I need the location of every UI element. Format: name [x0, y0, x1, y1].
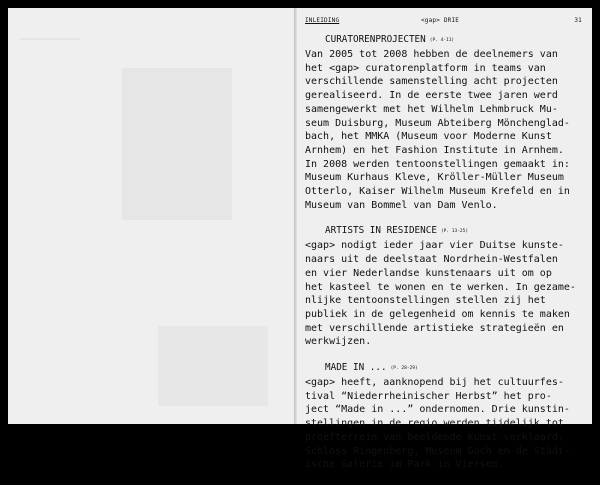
text-line: naars uit de deelstaat Nordrhein-Westfalen — [305, 254, 558, 266]
text-line: stellingen in de regio werden tijdelijk tot — [305, 418, 564, 430]
text-line: proefterrein van beeldende kunst verklaard: — [305, 431, 564, 443]
page-number: 31 — [574, 17, 582, 24]
section-body — [305, 376, 587, 472]
text-line: Museum van Bommel van Dam Venlo. — [305, 199, 498, 211]
page-reference: (P. 4-11) — [429, 38, 455, 43]
section-curatorenprojecten — [305, 34, 587, 212]
text-line: <gap> nodigt ieder jaar vier Duitse kunste- — [305, 240, 564, 252]
section-heading — [325, 225, 587, 238]
text-line: nlijke tentoonstellingen stellen zij het — [305, 295, 546, 307]
text-line: en vier Nederlandse kunstenaars uit om op — [305, 267, 552, 279]
text-line: Arnhem) en het Fashion Institute in Arnhem. — [305, 144, 564, 156]
section-artists-in-residence — [305, 225, 587, 349]
text-line: verschillende samenstelling acht projecten — [305, 76, 558, 88]
heading-text: MADE IN ... — [325, 362, 387, 374]
text-line: tival “Niederrheinischer Herbst” het pro- — [305, 390, 552, 402]
show-through-image-lower — [158, 326, 268, 406]
text-line: gerealiseerd. In de eerste twee jaren werd — [305, 90, 558, 102]
right-page — [297, 8, 592, 471]
left-page — [8, 8, 294, 424]
text-line: Museum Kurhaus Kleve, Kröller-Müller Museum — [305, 172, 564, 184]
text-line: seum Duisburg, Museum Abteiberg Mönchenglad- — [305, 117, 570, 129]
text-line: bach, het MMKA (Museum voor Moderne Kunst — [305, 131, 552, 143]
text-line: het <gap> curatorenplatform in teams van — [305, 62, 546, 74]
section-body — [305, 239, 587, 349]
text-line: met verschillende artistieke strategieën en — [305, 322, 564, 334]
header-title: <gap> DRIE — [421, 17, 460, 24]
text-line: samengewerkt met het Wilhelm Lehmbruck Mu- — [305, 103, 558, 115]
text-line: werkwijzen. — [305, 336, 372, 348]
text-line: Otterlo, Kaiser Wilhelm Museum Krefeld en in — [305, 186, 570, 198]
text-line: Van 2005 tot 2008 hebben de deelnemers van — [305, 49, 558, 60]
header-section: INLEIDING — [305, 17, 340, 24]
heading-text: CURATORENPROJECTEN — [325, 34, 426, 45]
text-line: publiek in de gelegenheid om kennis te maken — [305, 308, 570, 320]
section-made-in — [305, 362, 587, 472]
text-line: het kasteel te wonen en te werken. In gezame- — [305, 281, 576, 293]
heading-text: ARTISTS IN RESIDENCE — [325, 225, 437, 237]
text-line: ject “Made in ...” ondernomen. Drie kunstin- — [305, 404, 570, 416]
section-heading — [325, 34, 587, 47]
page-reference: (P. 28-29) — [390, 366, 418, 372]
text-line: In 2008 werden tentoonstellingen gemaakt in: — [305, 158, 570, 170]
section-body — [305, 48, 587, 212]
page-reference: (P. 13-25) — [440, 229, 469, 235]
page-content — [305, 34, 587, 485]
text-line: Schloss Ringenberg, Museum Goch en de Städt- — [305, 445, 570, 457]
running-header — [305, 17, 582, 27]
text-line: <gap> heeft, aanknopend bij het cultuurfes- — [305, 377, 564, 389]
show-through-header — [20, 38, 80, 40]
show-through-image — [122, 68, 232, 220]
text-line: ische Galerie im Park in Viersen. — [305, 459, 504, 471]
section-heading — [325, 362, 587, 375]
